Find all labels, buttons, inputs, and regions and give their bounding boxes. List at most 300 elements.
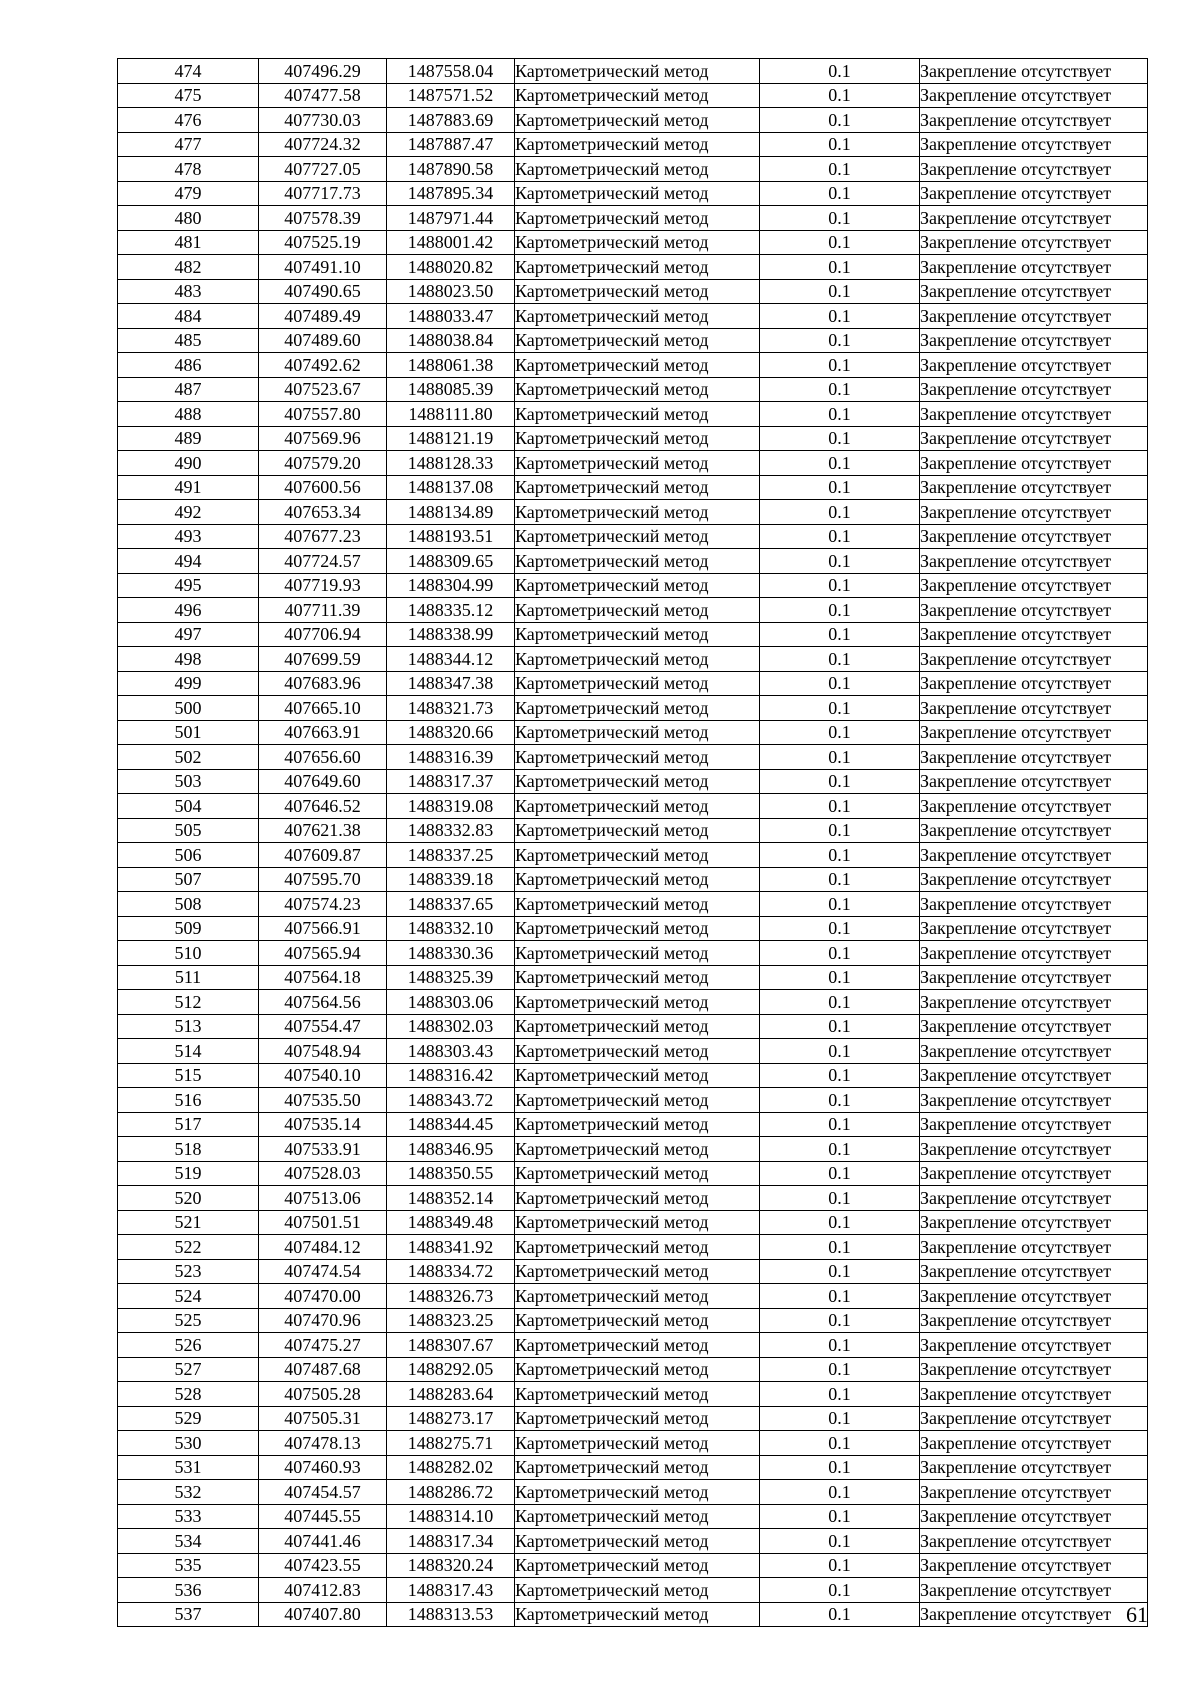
method-cell: Картометрический метод (515, 1210, 760, 1235)
accuracy-cell: 0.1 (760, 818, 920, 843)
method-cell: Картометрический метод (515, 353, 760, 378)
accuracy-cell: 0.1 (760, 573, 920, 598)
table-row (118, 647, 1148, 672)
fixation-cell: Закрепление отсутствует (920, 1186, 1148, 1211)
y-coordinate-cell: 1488320.66 (387, 720, 515, 745)
point-number-cell: 513 (118, 1014, 259, 1039)
table-row (118, 671, 1148, 696)
x-coordinate-cell: 407528.03 (259, 1161, 387, 1186)
point-number-cell: 504 (118, 794, 259, 819)
y-coordinate-cell: 1488304.99 (387, 573, 515, 598)
method-cell: Картометрический метод (515, 892, 760, 917)
table-row (118, 59, 1148, 84)
point-number-cell: 493 (118, 524, 259, 549)
y-coordinate-cell: 1488307.67 (387, 1333, 515, 1358)
accuracy-cell: 0.1 (760, 500, 920, 525)
x-coordinate-cell: 407724.32 (259, 132, 387, 157)
point-number-cell: 532 (118, 1480, 259, 1505)
method-cell: Картометрический метод (515, 59, 760, 84)
x-coordinate-cell: 407706.94 (259, 622, 387, 647)
fixation-cell: Закрепление отсутствует (920, 426, 1148, 451)
method-cell: Картометрический метод (515, 132, 760, 157)
fixation-cell: Закрепление отсутствует (920, 843, 1148, 868)
x-coordinate-cell: 407477.58 (259, 83, 387, 108)
table-row (118, 573, 1148, 598)
x-coordinate-cell: 407724.57 (259, 549, 387, 574)
fixation-cell: Закрепление отсутствует (920, 1406, 1148, 1431)
table-row (118, 1308, 1148, 1333)
x-coordinate-cell: 407505.28 (259, 1382, 387, 1407)
table-row (118, 598, 1148, 623)
x-coordinate-cell: 407649.60 (259, 769, 387, 794)
table-row (118, 867, 1148, 892)
y-coordinate-cell: 1488325.39 (387, 965, 515, 990)
fixation-cell: Закрепление отсутствует (920, 279, 1148, 304)
point-number-cell: 509 (118, 916, 259, 941)
x-coordinate-cell: 407460.93 (259, 1455, 387, 1480)
method-cell: Картометрический метод (515, 549, 760, 574)
method-cell: Картометрический метод (515, 377, 760, 402)
x-coordinate-cell: 407730.03 (259, 108, 387, 133)
accuracy-cell: 0.1 (760, 1235, 920, 1260)
method-cell: Картометрический метод (515, 1308, 760, 1333)
y-coordinate-cell: 1488341.92 (387, 1235, 515, 1260)
y-coordinate-cell: 1487883.69 (387, 108, 515, 133)
y-coordinate-cell: 1488134.89 (387, 500, 515, 525)
point-number-cell: 484 (118, 304, 259, 329)
x-coordinate-cell: 407412.83 (259, 1578, 387, 1603)
table-row (118, 426, 1148, 451)
fixation-cell: Закрепление отсутствует (920, 1602, 1148, 1627)
y-coordinate-cell: 1488111.80 (387, 402, 515, 427)
table-row (118, 475, 1148, 500)
fixation-cell: Закрепление отсутствует (920, 157, 1148, 182)
accuracy-cell: 0.1 (760, 647, 920, 672)
x-coordinate-cell: 407621.38 (259, 818, 387, 843)
point-number-cell: 510 (118, 941, 259, 966)
y-coordinate-cell: 1487571.52 (387, 83, 515, 108)
point-number-cell: 522 (118, 1235, 259, 1260)
x-coordinate-cell: 407478.13 (259, 1431, 387, 1456)
fixation-cell: Закрепление отсутствует (920, 549, 1148, 574)
point-number-cell: 502 (118, 745, 259, 770)
table-row (118, 1161, 1148, 1186)
fixation-cell: Закрепление отсутствует (920, 892, 1148, 917)
method-cell: Картометрический метод (515, 1088, 760, 1113)
method-cell: Картометрический метод (515, 1333, 760, 1358)
point-number-cell: 490 (118, 451, 259, 476)
accuracy-cell: 0.1 (760, 622, 920, 647)
point-number-cell: 526 (118, 1333, 259, 1358)
method-cell: Картометрический метод (515, 451, 760, 476)
point-number-cell: 536 (118, 1578, 259, 1603)
x-coordinate-cell: 407554.47 (259, 1014, 387, 1039)
x-coordinate-cell: 407491.10 (259, 255, 387, 280)
y-coordinate-cell: 1488332.83 (387, 818, 515, 843)
point-number-cell: 497 (118, 622, 259, 647)
accuracy-cell: 0.1 (760, 328, 920, 353)
table-row (118, 745, 1148, 770)
point-number-cell: 498 (118, 647, 259, 672)
y-coordinate-cell: 1488344.45 (387, 1112, 515, 1137)
fixation-cell: Закрепление отсутствует (920, 59, 1148, 84)
y-coordinate-cell: 1488085.39 (387, 377, 515, 402)
table-row (118, 255, 1148, 280)
accuracy-cell: 0.1 (760, 671, 920, 696)
table-row (118, 1504, 1148, 1529)
fixation-cell: Закрепление отсутствует (920, 794, 1148, 819)
fixation-cell: Закрепление отсутствует (920, 1431, 1148, 1456)
accuracy-cell: 0.1 (760, 1161, 920, 1186)
point-number-cell: 516 (118, 1088, 259, 1113)
fixation-cell: Закрепление отсутствует (920, 1014, 1148, 1039)
point-number-cell: 517 (118, 1112, 259, 1137)
method-cell: Картометрический метод (515, 206, 760, 231)
table-row (118, 1112, 1148, 1137)
x-coordinate-cell: 407727.05 (259, 157, 387, 182)
accuracy-cell: 0.1 (760, 1553, 920, 1578)
y-coordinate-cell: 1488283.64 (387, 1382, 515, 1407)
y-coordinate-cell: 1487558.04 (387, 59, 515, 84)
table-row (118, 892, 1148, 917)
accuracy-cell: 0.1 (760, 1284, 920, 1309)
table-row (118, 451, 1148, 476)
fixation-cell: Закрепление отсутствует (920, 1284, 1148, 1309)
table-row (118, 500, 1148, 525)
point-number-cell: 507 (118, 867, 259, 892)
x-coordinate-cell: 407677.23 (259, 524, 387, 549)
accuracy-cell: 0.1 (760, 353, 920, 378)
y-coordinate-cell: 1488001.42 (387, 230, 515, 255)
y-coordinate-cell: 1488344.12 (387, 647, 515, 672)
x-coordinate-cell: 407407.80 (259, 1602, 387, 1627)
point-number-cell: 495 (118, 573, 259, 598)
fixation-cell: Закрепление отсутствует (920, 647, 1148, 672)
point-number-cell: 518 (118, 1137, 259, 1162)
method-cell: Картометрический метод (515, 1357, 760, 1382)
x-coordinate-cell: 407501.51 (259, 1210, 387, 1235)
accuracy-cell: 0.1 (760, 1308, 920, 1333)
accuracy-cell: 0.1 (760, 83, 920, 108)
fixation-cell: Закрепление отсутствует (920, 402, 1148, 427)
point-number-cell: 512 (118, 990, 259, 1015)
x-coordinate-cell: 407441.46 (259, 1529, 387, 1554)
fixation-cell: Закрепление отсутствует (920, 500, 1148, 525)
y-coordinate-cell: 1488332.10 (387, 916, 515, 941)
x-coordinate-cell: 407717.73 (259, 181, 387, 206)
table-row (118, 1529, 1148, 1554)
accuracy-cell: 0.1 (760, 206, 920, 231)
accuracy-cell: 0.1 (760, 426, 920, 451)
table-row (118, 1210, 1148, 1235)
accuracy-cell: 0.1 (760, 1259, 920, 1284)
x-coordinate-cell: 407484.12 (259, 1235, 387, 1260)
table-row (118, 108, 1148, 133)
x-coordinate-cell: 407535.14 (259, 1112, 387, 1137)
x-coordinate-cell: 407578.39 (259, 206, 387, 231)
method-cell: Картометрический метод (515, 1235, 760, 1260)
fixation-cell: Закрепление отсутствует (920, 524, 1148, 549)
fixation-cell: Закрепление отсутствует (920, 573, 1148, 598)
accuracy-cell: 0.1 (760, 157, 920, 182)
fixation-cell: Закрепление отсутствует (920, 1039, 1148, 1064)
y-coordinate-cell: 1488314.10 (387, 1504, 515, 1529)
y-coordinate-cell: 1488313.53 (387, 1602, 515, 1627)
y-coordinate-cell: 1488320.24 (387, 1553, 515, 1578)
table-row (118, 1480, 1148, 1505)
y-coordinate-cell: 1488343.72 (387, 1088, 515, 1113)
point-number-cell: 500 (118, 696, 259, 721)
point-number-cell: 528 (118, 1382, 259, 1407)
accuracy-cell: 0.1 (760, 794, 920, 819)
x-coordinate-cell: 407535.50 (259, 1088, 387, 1113)
method-cell: Картометрический метод (515, 843, 760, 868)
fixation-cell: Закрепление отсутствует (920, 720, 1148, 745)
method-cell: Картометрический метод (515, 83, 760, 108)
method-cell: Картометрический метод (515, 720, 760, 745)
point-number-cell: 482 (118, 255, 259, 280)
point-number-cell: 533 (118, 1504, 259, 1529)
fixation-cell: Закрепление отсутствует (920, 818, 1148, 843)
y-coordinate-cell: 1488338.99 (387, 622, 515, 647)
fixation-cell: Закрепление отсутствует (920, 965, 1148, 990)
fixation-cell: Закрепление отсутствует (920, 206, 1148, 231)
x-coordinate-cell: 407665.10 (259, 696, 387, 721)
x-coordinate-cell: 407564.56 (259, 990, 387, 1015)
point-number-cell: 508 (118, 892, 259, 917)
method-cell: Картометрический метод (515, 1602, 760, 1627)
point-number-cell: 489 (118, 426, 259, 451)
method-cell: Картометрический метод (515, 279, 760, 304)
accuracy-cell: 0.1 (760, 230, 920, 255)
accuracy-cell: 0.1 (760, 1063, 920, 1088)
point-number-cell: 525 (118, 1308, 259, 1333)
table-row (118, 328, 1148, 353)
point-number-cell: 491 (118, 475, 259, 500)
x-coordinate-cell: 407470.96 (259, 1308, 387, 1333)
accuracy-cell: 0.1 (760, 892, 920, 917)
x-coordinate-cell: 407574.23 (259, 892, 387, 917)
x-coordinate-cell: 407719.93 (259, 573, 387, 598)
accuracy-cell: 0.1 (760, 1137, 920, 1162)
fixation-cell: Закрепление отсутствует (920, 598, 1148, 623)
point-number-cell: 521 (118, 1210, 259, 1235)
fixation-cell: Закрепление отсутствует (920, 1553, 1148, 1578)
method-cell: Картометрический метод (515, 622, 760, 647)
y-coordinate-cell: 1488316.39 (387, 745, 515, 770)
point-number-cell: 492 (118, 500, 259, 525)
x-coordinate-cell: 407646.52 (259, 794, 387, 819)
x-coordinate-cell: 407557.80 (259, 402, 387, 427)
x-coordinate-cell: 407525.19 (259, 230, 387, 255)
y-coordinate-cell: 1488303.06 (387, 990, 515, 1015)
y-coordinate-cell: 1488349.48 (387, 1210, 515, 1235)
point-number-cell: 529 (118, 1406, 259, 1431)
fixation-cell: Закрепление отсутствует (920, 255, 1148, 280)
method-cell: Картометрический метод (515, 647, 760, 672)
accuracy-cell: 0.1 (760, 1186, 920, 1211)
fixation-cell: Закрепление отсутствует (920, 1480, 1148, 1505)
x-coordinate-cell: 407490.65 (259, 279, 387, 304)
accuracy-cell: 0.1 (760, 990, 920, 1015)
fixation-cell: Закрепление отсутствует (920, 696, 1148, 721)
y-coordinate-cell: 1488303.43 (387, 1039, 515, 1064)
table-row (118, 622, 1148, 647)
fixation-cell: Закрепление отсутствует (920, 108, 1148, 133)
point-number-cell: 514 (118, 1039, 259, 1064)
point-number-cell: 511 (118, 965, 259, 990)
x-coordinate-cell: 407600.56 (259, 475, 387, 500)
fixation-cell: Закрепление отсутствует (920, 769, 1148, 794)
point-number-cell: 483 (118, 279, 259, 304)
table-row (118, 1259, 1148, 1284)
y-coordinate-cell: 1488275.71 (387, 1431, 515, 1456)
table-row (118, 1431, 1148, 1456)
method-cell: Картометрический метод (515, 1161, 760, 1186)
y-coordinate-cell: 1488352.14 (387, 1186, 515, 1211)
y-coordinate-cell: 1488309.65 (387, 549, 515, 574)
accuracy-cell: 0.1 (760, 255, 920, 280)
fixation-cell: Закрепление отсутствует (920, 1063, 1148, 1088)
y-coordinate-cell: 1488193.51 (387, 524, 515, 549)
fixation-cell: Закрепление отсутствует (920, 990, 1148, 1015)
method-cell: Картометрический метод (515, 916, 760, 941)
method-cell: Картометрический метод (515, 1014, 760, 1039)
accuracy-cell: 0.1 (760, 475, 920, 500)
method-cell: Картометрический метод (515, 255, 760, 280)
table-row (118, 818, 1148, 843)
accuracy-cell: 0.1 (760, 1431, 920, 1456)
point-number-cell: 480 (118, 206, 259, 231)
fixation-cell: Закрепление отсутствует (920, 1161, 1148, 1186)
fixation-cell: Закрепление отсутствует (920, 451, 1148, 476)
method-cell: Картометрический метод (515, 328, 760, 353)
table-row (118, 843, 1148, 868)
table-row (118, 1455, 1148, 1480)
fixation-cell: Закрепление отсутствует (920, 671, 1148, 696)
y-coordinate-cell: 1488282.02 (387, 1455, 515, 1480)
accuracy-cell: 0.1 (760, 524, 920, 549)
table-row (118, 1137, 1148, 1162)
x-coordinate-cell: 407523.67 (259, 377, 387, 402)
fixation-cell: Закрепление отсутствует (920, 916, 1148, 941)
x-coordinate-cell: 407492.62 (259, 353, 387, 378)
y-coordinate-cell: 1488319.08 (387, 794, 515, 819)
method-cell: Картометрический метод (515, 745, 760, 770)
accuracy-cell: 0.1 (760, 769, 920, 794)
accuracy-cell: 0.1 (760, 402, 920, 427)
point-number-cell: 527 (118, 1357, 259, 1382)
table-row (118, 524, 1148, 549)
method-cell: Картометрический метод (515, 696, 760, 721)
y-coordinate-cell: 1488317.37 (387, 769, 515, 794)
table-row (118, 1235, 1148, 1260)
x-coordinate-cell: 407489.49 (259, 304, 387, 329)
accuracy-cell: 0.1 (760, 1039, 920, 1064)
method-cell: Картометрический метод (515, 794, 760, 819)
table-row (118, 1406, 1148, 1431)
method-cell: Картометрический метод (515, 769, 760, 794)
fixation-cell: Закрепление отсутствует (920, 941, 1148, 966)
x-coordinate-cell: 407487.68 (259, 1357, 387, 1382)
table-row (118, 696, 1148, 721)
table-row (118, 230, 1148, 255)
point-number-cell: 488 (118, 402, 259, 427)
point-number-cell: 530 (118, 1431, 259, 1456)
x-coordinate-cell: 407470.00 (259, 1284, 387, 1309)
point-number-cell: 519 (118, 1161, 259, 1186)
x-coordinate-cell: 407513.06 (259, 1186, 387, 1211)
point-number-cell: 494 (118, 549, 259, 574)
y-coordinate-cell: 1488334.72 (387, 1259, 515, 1284)
y-coordinate-cell: 1488330.36 (387, 941, 515, 966)
accuracy-cell: 0.1 (760, 696, 920, 721)
method-cell: Картометрический метод (515, 1504, 760, 1529)
method-cell: Картометрический метод (515, 1382, 760, 1407)
table-row (118, 206, 1148, 231)
fixation-cell: Закрепление отсутствует (920, 1210, 1148, 1235)
y-coordinate-cell: 1487971.44 (387, 206, 515, 231)
point-number-cell: 479 (118, 181, 259, 206)
accuracy-cell: 0.1 (760, 1578, 920, 1603)
table-row (118, 304, 1148, 329)
y-coordinate-cell: 1488335.12 (387, 598, 515, 623)
accuracy-cell: 0.1 (760, 1210, 920, 1235)
x-coordinate-cell: 407564.18 (259, 965, 387, 990)
table-row (118, 377, 1148, 402)
y-coordinate-cell: 1487895.34 (387, 181, 515, 206)
table-row (118, 990, 1148, 1015)
y-coordinate-cell: 1488273.17 (387, 1406, 515, 1431)
y-coordinate-cell: 1488061.38 (387, 353, 515, 378)
y-coordinate-cell: 1488323.25 (387, 1308, 515, 1333)
y-coordinate-cell: 1488347.38 (387, 671, 515, 696)
y-coordinate-cell: 1488038.84 (387, 328, 515, 353)
fixation-cell: Закрепление отсутствует (920, 1455, 1148, 1480)
method-cell: Картометрический метод (515, 475, 760, 500)
fixation-cell: Закрепление отсутствует (920, 328, 1148, 353)
method-cell: Картометрический метод (515, 157, 760, 182)
x-coordinate-cell: 407565.94 (259, 941, 387, 966)
fixation-cell: Закрепление отсутствует (920, 475, 1148, 500)
fixation-cell: Закрепление отсутствует (920, 181, 1148, 206)
x-coordinate-cell: 407711.39 (259, 598, 387, 623)
method-cell: Картометрический метод (515, 1529, 760, 1554)
accuracy-cell: 0.1 (760, 1112, 920, 1137)
y-coordinate-cell: 1488033.47 (387, 304, 515, 329)
table-row (118, 916, 1148, 941)
point-number-cell: 477 (118, 132, 259, 157)
x-coordinate-cell: 407489.60 (259, 328, 387, 353)
y-coordinate-cell: 1488137.08 (387, 475, 515, 500)
point-number-cell: 475 (118, 83, 259, 108)
table-row (118, 549, 1148, 574)
method-cell: Картометрический метод (515, 426, 760, 451)
coordinates-table-body (118, 59, 1148, 1627)
table-row (118, 1088, 1148, 1113)
method-cell: Картометрический метод (515, 867, 760, 892)
table-row (118, 1382, 1148, 1407)
table-row (118, 181, 1148, 206)
accuracy-cell: 0.1 (760, 1088, 920, 1113)
accuracy-cell: 0.1 (760, 304, 920, 329)
fixation-cell: Закрепление отсутствует (920, 622, 1148, 647)
y-coordinate-cell: 1488337.65 (387, 892, 515, 917)
table-row (118, 1578, 1148, 1603)
point-number-cell: 478 (118, 157, 259, 182)
point-number-cell: 515 (118, 1063, 259, 1088)
y-coordinate-cell: 1488339.18 (387, 867, 515, 892)
